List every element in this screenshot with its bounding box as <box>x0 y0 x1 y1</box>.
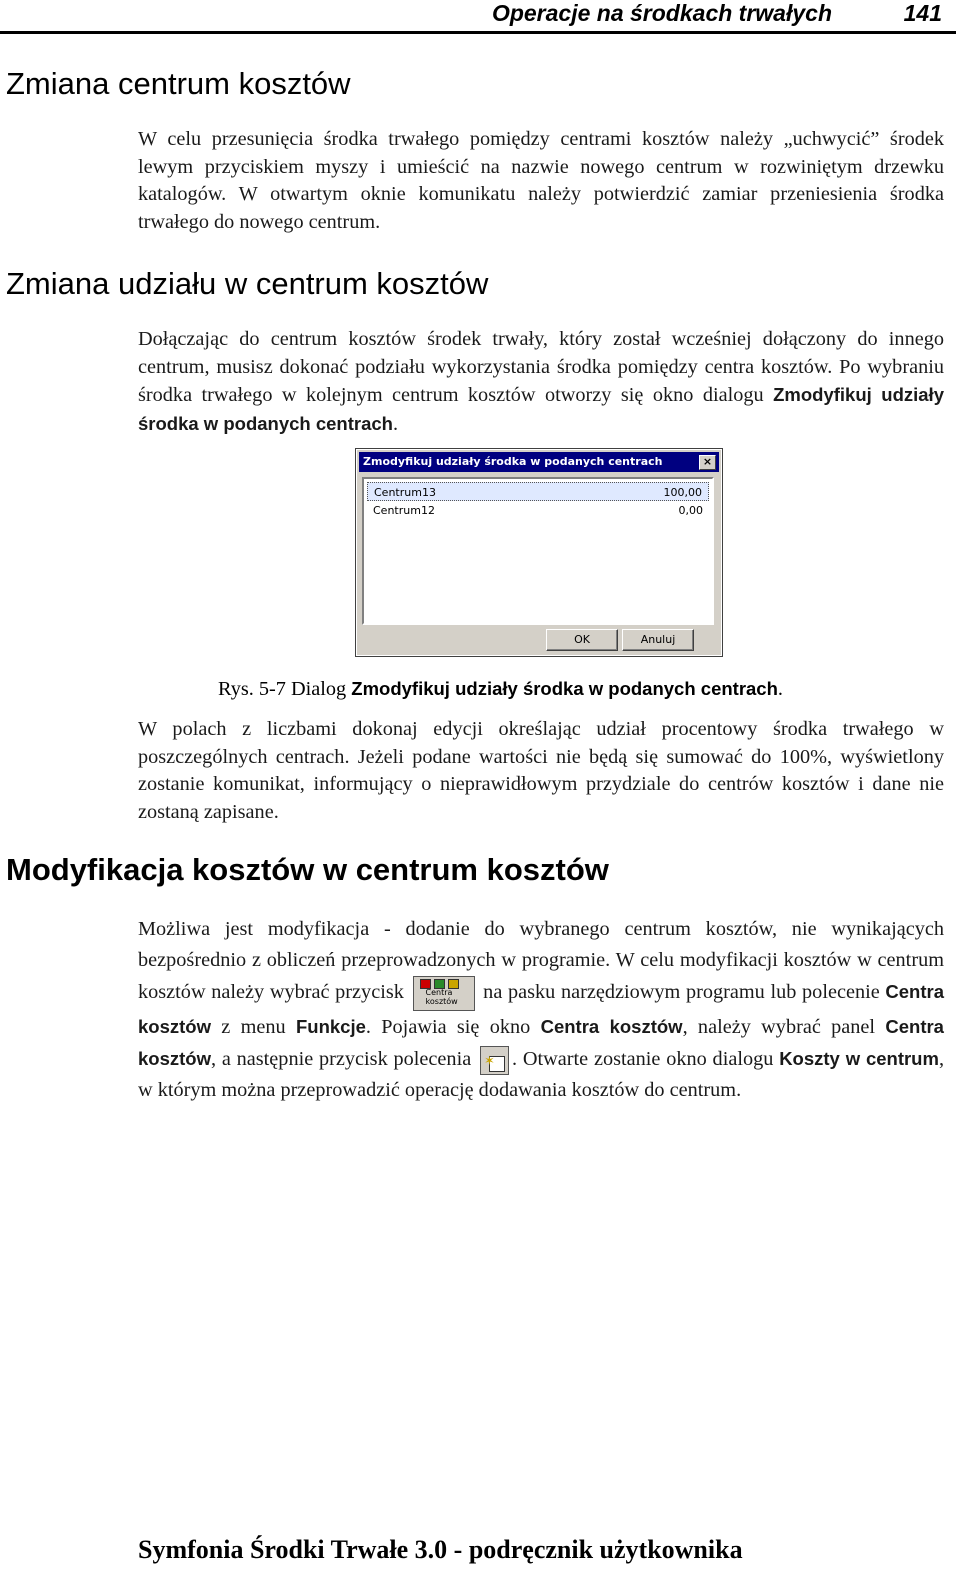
text: , a następnie przycisk polecenia <box>210 1048 477 1070</box>
caption-bold: Zmodyfikuj udziały środka w podanych centrach <box>351 678 778 699</box>
dialog-title: Zmodyfikuj udziały środka w podanych centrach <box>363 455 663 468</box>
header-title: Operacje na środkach trwałych <box>491 0 832 26</box>
page-number: 141 <box>903 0 942 26</box>
caption-number: 5-7 Dialog <box>253 678 352 700</box>
dialog-name-bold: Zmodyfikuj udziały środka w podanych centrach <box>138 384 944 434</box>
paragraph-zmiana-centrum: W celu przesunięcia środka trwałego pomiędzy centrami kosztów należy „uchwycić” środek lewym przyciskiem myszy i umieścić na nazwie nowego centrum w rozwiniętym drzewku katalogów. W otwartym oknie komunikatu należy potwierdzić zamiar przeniesienia środka trwałego do nowego centrum. <box>138 128 944 233</box>
dialog-name-bold: Koszty w centrum <box>779 1048 939 1069</box>
cancel-button[interactable]: Anuluj <box>622 629 694 651</box>
add-cost-icon: ✶ <box>480 1046 509 1075</box>
figure-caption <box>218 675 783 703</box>
list-item[interactable] <box>367 501 709 520</box>
panel-name-bold: Centra kosztów <box>138 1016 944 1069</box>
paragraph-text: Dołączając do centrum kosztów środek trwały, który został wcześniej dołączony do innego centrum, musisz dokonać podziału wykorzystania środka pomiędzy centra kosztów. Po wybraniu środka trwałego w kolejnym centrum kosztów otworzy się okno dialogu <box>138 328 944 406</box>
paragraph-zmiana-udzialu <box>138 326 944 438</box>
page-header <box>0 0 956 34</box>
page-footer: Symfonia Środki Trwałe 3.0 - podręcznik użytkownika <box>138 1535 743 1564</box>
list-item[interactable] <box>367 482 709 501</box>
text: , należy wybrać panel <box>682 1016 886 1038</box>
menu-command-bold: Centra kosztów <box>138 981 945 1037</box>
dialog-titlebar <box>359 452 719 472</box>
dialog-screenshot <box>356 449 722 656</box>
text: . Pojawia się okno <box>365 1016 541 1038</box>
window-name-bold: Centra kosztów <box>540 1016 683 1037</box>
close-icon[interactable]: × <box>699 455 716 470</box>
center-share[interactable]: 100,00 <box>663 486 702 499</box>
paragraph-modyfikacja <box>138 914 944 1106</box>
heading-modyfikacja: Modyfikacja kosztów w centrum kosztów <box>6 852 609 887</box>
ok-button[interactable]: OK <box>546 629 618 651</box>
text: z menu <box>210 1016 296 1038</box>
text: Możliwa jest modyfikacja - dodanie do wybranego centrum kosztów, nie wynikających bezpośrednio z obliczeń przeprowadzonych w programie. W celu modyfikacji kosztów w centrum kosztów należy wybrać przycisk <box>138 918 944 1004</box>
center-name: Centrum13 <box>374 486 436 499</box>
center-name: Centrum12 <box>373 504 435 517</box>
text: . Otwarte zostanie okno dialogu <box>512 1048 780 1070</box>
menu-name-bold: Funkcje <box>295 1016 366 1037</box>
paragraph-end: . <box>392 412 399 435</box>
paragraph-edycja: W polach z liczbami dokonaj edycji określając udział procentowy środka trwałego w poszczególnych centrach. Jeżeli podane wartości nie będą się sumować do 100%, wyświetlony zostanie komunikat, informujący o nieprawidłowym przydziale do centrów kosztów i dane nie zostaną zapisane. <box>138 718 944 823</box>
cost-centers-toolbar-icon <box>413 976 475 1011</box>
caption-end: . <box>777 678 783 700</box>
heading-zmiana-centrum: Zmiana centrum kosztów <box>6 66 351 101</box>
text: na pasku narzędziowym programu lub polecenie <box>477 981 886 1004</box>
caption-prefix: Rys. <box>218 678 254 700</box>
icon-label: Centra kosztów <box>425 988 458 1006</box>
text: , w którym można przeprowadzić operację dodawania kosztów do centrum. <box>138 1048 945 1101</box>
centers-listbox[interactable] <box>362 477 714 625</box>
heading-zmiana-udzialu: Zmiana udziału w centrum kosztów <box>6 266 489 301</box>
center-share[interactable]: 0,00 <box>678 504 703 517</box>
